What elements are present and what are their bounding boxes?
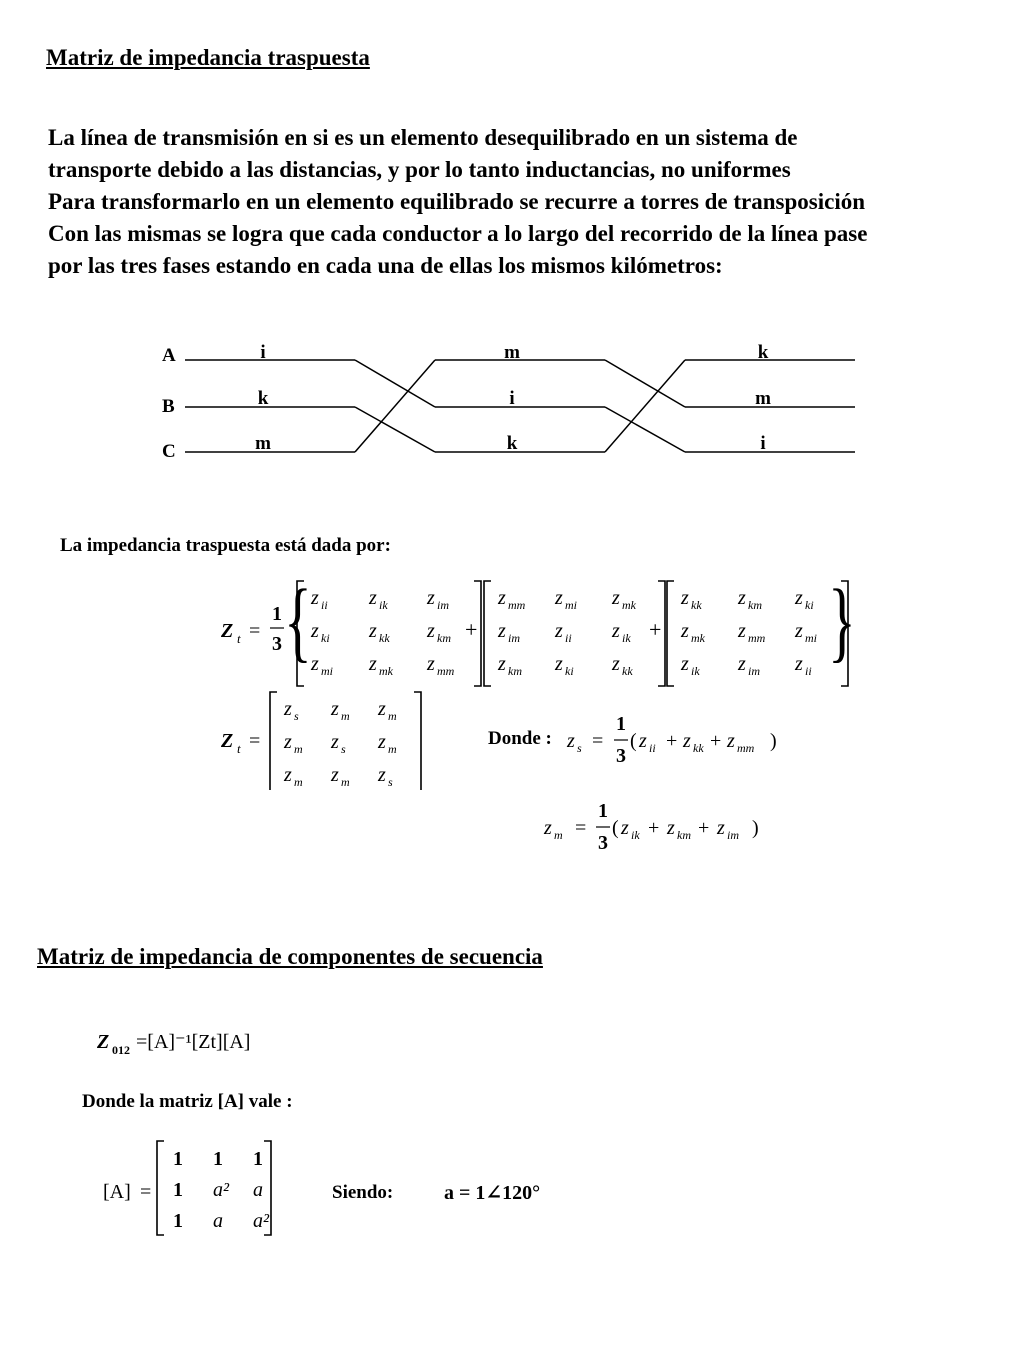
matrix-cell-subscript: ii bbox=[805, 664, 812, 678]
phase-label-a: A bbox=[162, 345, 176, 366]
matrix-cell: z bbox=[427, 653, 435, 675]
matrix-cell: z bbox=[378, 698, 386, 720]
matrix-cell-subscript: ik bbox=[622, 631, 631, 645]
matrix-cell: z bbox=[738, 587, 746, 609]
z012-subscript: 012 bbox=[112, 1043, 130, 1057]
matrix-cell: z bbox=[284, 764, 292, 786]
phase-label-c: C bbox=[162, 441, 176, 462]
matrix-cell: z bbox=[378, 764, 386, 786]
svg-text:z: z bbox=[683, 730, 691, 752]
matrix-cell: z bbox=[738, 620, 746, 642]
svg-text:1: 1 bbox=[598, 800, 608, 822]
matrix-cell-subscript: km bbox=[508, 664, 522, 678]
matrix-cell: z bbox=[612, 620, 620, 642]
svg-text:z: z bbox=[667, 817, 675, 839]
matrix-cell: z bbox=[795, 587, 803, 609]
matrix-cell-subscript: mi bbox=[321, 664, 333, 678]
matrix-cell-subscript: m bbox=[341, 709, 350, 723]
phase-labels bbox=[162, 345, 176, 462]
matrix-cell-subscript: s bbox=[341, 742, 346, 756]
close-brace: } bbox=[827, 575, 856, 672]
section-heading-transposed: Matriz de impedancia traspuesta bbox=[46, 45, 370, 70]
transposed-impedance-intro: La impedancia traspuesta está dada por: bbox=[60, 535, 391, 556]
matrix-cell: z bbox=[284, 731, 292, 753]
a-matrix-cell: 1 bbox=[173, 1148, 183, 1170]
matrix-cell: z bbox=[555, 587, 563, 609]
svg-text:z: z bbox=[567, 730, 575, 752]
matrix-cell: z bbox=[331, 698, 339, 720]
zs-term: kk bbox=[693, 741, 704, 755]
conductor-label: k bbox=[757, 342, 769, 363]
matrix-cell-subscript: m bbox=[341, 775, 350, 789]
matrix-cell: z bbox=[427, 587, 435, 609]
zs-term: ii bbox=[649, 741, 656, 755]
matrix-cell-subscript: m bbox=[294, 775, 303, 789]
matrix-cell: z bbox=[311, 587, 319, 609]
plus-sign: + bbox=[465, 617, 478, 642]
a-matrix-equation bbox=[95, 1135, 295, 1245]
matrix-cell-subscript: mi bbox=[565, 598, 577, 612]
conductor-labels bbox=[255, 342, 771, 454]
matrix-cell: z bbox=[738, 653, 746, 675]
z012-symbol: Z bbox=[97, 1031, 110, 1053]
conductor-label: m bbox=[755, 388, 771, 409]
matrix-cell: z bbox=[681, 587, 689, 609]
zt-symbol: Z bbox=[221, 730, 234, 752]
matrix-cell: z bbox=[498, 653, 506, 675]
intro-paragraph bbox=[48, 122, 867, 282]
matrix-cell-subscript: m bbox=[388, 709, 397, 723]
matrix-cell-subscript: km bbox=[437, 631, 451, 645]
matrix-cell: z bbox=[612, 653, 620, 675]
matrix-cell: z bbox=[498, 587, 506, 609]
svg-text:=: = bbox=[592, 730, 604, 752]
matrix-cell-subscript: im bbox=[437, 598, 449, 612]
matrix-cell: z bbox=[311, 620, 319, 642]
matrix-cell: z bbox=[331, 731, 339, 753]
a-matrix-cell: a bbox=[253, 1179, 263, 1201]
svg-text:(: ( bbox=[630, 730, 637, 752]
phase-label-b: B bbox=[162, 396, 175, 417]
a-matrix-intro: Donde la matriz [A] vale : bbox=[82, 1091, 293, 1112]
z012-rhs: =[A]⁻¹[Zt][A] bbox=[136, 1031, 251, 1053]
zm-term: km bbox=[677, 828, 691, 842]
svg-text:z: z bbox=[717, 817, 725, 839]
matrix-cell: z bbox=[427, 620, 435, 642]
matrix-cell-subscript: ki bbox=[565, 664, 574, 678]
matrix-cell-subscript: mm bbox=[748, 631, 766, 645]
svg-text:z: z bbox=[727, 730, 735, 752]
section-heading-sequence: Matriz de impedancia de componentes de secuencia bbox=[37, 944, 543, 969]
matrix-cell: z bbox=[378, 731, 386, 753]
svg-text:+: + bbox=[666, 730, 678, 752]
svg-text:): ) bbox=[770, 730, 777, 752]
svg-text:1: 1 bbox=[616, 713, 626, 735]
matrix-cell: z bbox=[311, 653, 319, 675]
svg-text:z: z bbox=[639, 730, 647, 752]
transposed-impedance-equation bbox=[0, 575, 1024, 690]
zt-subscript: t bbox=[237, 741, 241, 756]
svg-text:(: ( bbox=[612, 817, 619, 839]
matrix-cell: z bbox=[369, 620, 377, 642]
paragraph-line: transporte debido a las distancias, y por lo tanto inductancias, no uniformes bbox=[48, 157, 791, 182]
matrix-cell: z bbox=[555, 620, 563, 642]
conductor-label: m bbox=[255, 433, 271, 454]
matrix-cell-subscript: m bbox=[294, 742, 303, 756]
svg-text:=: = bbox=[249, 730, 261, 752]
conductor-label: i bbox=[509, 388, 515, 409]
matrix-cell: z bbox=[284, 698, 292, 720]
matrix-cell: z bbox=[795, 653, 803, 675]
matrix-cell-subscript: m bbox=[388, 742, 397, 756]
a-matrix bbox=[157, 1141, 271, 1235]
transposition-diagram bbox=[0, 330, 1024, 470]
matrix-cell: z bbox=[612, 587, 620, 609]
paragraph-line: Con las mismas se logra que cada conductor a lo largo del recorrido de la línea pase bbox=[48, 221, 868, 246]
matrix-cell-subscript: s bbox=[294, 709, 299, 723]
svg-text:): ) bbox=[752, 817, 759, 839]
fraction-denominator: 3 bbox=[272, 633, 282, 655]
matrix-cell-subscript: ik bbox=[691, 664, 700, 678]
a-matrix-cell: a² bbox=[253, 1210, 269, 1232]
conductor-label: m bbox=[504, 342, 520, 363]
matrix-cell-subscript: mk bbox=[379, 664, 393, 678]
svg-text:3: 3 bbox=[616, 745, 626, 767]
zm-term: im bbox=[727, 828, 739, 842]
matrix-cell-subscript: mk bbox=[691, 631, 705, 645]
zs-term: mm bbox=[737, 741, 755, 755]
zt-subscript: t bbox=[237, 631, 241, 646]
matrix-cell: z bbox=[498, 620, 506, 642]
matrix-cell-subscript: im bbox=[508, 631, 520, 645]
zt-symbol: Z bbox=[221, 620, 234, 642]
matrix-cell-subscript: ik bbox=[379, 598, 388, 612]
symmetric-matrix-equation bbox=[0, 690, 480, 790]
matrix-cell-subscript: kk bbox=[379, 631, 390, 645]
a-matrix-cell: 1 bbox=[213, 1148, 223, 1170]
siendo-label: Siendo: bbox=[332, 1182, 394, 1203]
svg-text:+: + bbox=[648, 817, 660, 839]
a-matrix-cell: a² bbox=[213, 1179, 229, 1201]
svg-text:=: = bbox=[140, 1181, 152, 1203]
matrix-cell-subscript: mi bbox=[805, 631, 817, 645]
conductor-label: i bbox=[760, 433, 766, 454]
matrix-cell-subscript: kk bbox=[622, 664, 633, 678]
a-matrix-cell: a bbox=[213, 1210, 223, 1232]
matrix-cell-subscript: km bbox=[748, 598, 762, 612]
a-matrix-cell: 1 bbox=[253, 1148, 263, 1170]
matrix-cell-subscript: mm bbox=[508, 598, 526, 612]
conductor-label: k bbox=[506, 433, 518, 454]
a-matrix-cell: 1 bbox=[173, 1179, 183, 1201]
z012-equation bbox=[90, 1022, 350, 1062]
paragraph-line: por las tres fases estando en cada una de ellas los mismos kilómetros: bbox=[48, 253, 723, 278]
a-definition: a = 1∠120° bbox=[444, 1182, 541, 1204]
zm-definition bbox=[540, 797, 780, 857]
matrix-cell: z bbox=[795, 620, 803, 642]
matrix-cell: z bbox=[331, 764, 339, 786]
matrix-cell-subscript: im bbox=[748, 664, 760, 678]
conductor-label: k bbox=[257, 388, 269, 409]
impedance-matrices bbox=[297, 581, 848, 686]
donde-label: Donde : bbox=[488, 728, 552, 749]
svg-text:=: = bbox=[575, 817, 587, 839]
zm-term: ik bbox=[631, 828, 640, 842]
a-matrix-cell: 1 bbox=[173, 1210, 183, 1232]
a-matrix-label: [A] bbox=[103, 1181, 131, 1203]
svg-text:z: z bbox=[544, 817, 552, 839]
result-matrix bbox=[270, 692, 421, 790]
svg-text:3: 3 bbox=[598, 832, 608, 854]
paragraph-line: Para transformarlo en un elemento equilibrado se recurre a torres de transposición bbox=[48, 189, 866, 214]
matrix-cell: z bbox=[681, 653, 689, 675]
matrix-cell-subscript: mk bbox=[622, 598, 636, 612]
matrix-cell: z bbox=[555, 653, 563, 675]
matrix-cell-subscript: ki bbox=[805, 598, 814, 612]
plus-sign: + bbox=[649, 617, 662, 642]
svg-text:z: z bbox=[621, 817, 629, 839]
fraction-numerator: 1 bbox=[272, 603, 282, 625]
matrix-cell-subscript: ki bbox=[321, 631, 330, 645]
matrix-cell: z bbox=[369, 587, 377, 609]
matrix-cell-subscript: ii bbox=[565, 631, 572, 645]
svg-text:m: m bbox=[554, 828, 563, 842]
paragraph-line: La línea de transmisión en si es un elemento desequilibrado en un sistema de bbox=[48, 125, 798, 150]
matrix-cell-subscript: mm bbox=[437, 664, 455, 678]
matrix-cell-subscript: ii bbox=[321, 598, 328, 612]
svg-text:s: s bbox=[577, 741, 582, 755]
zs-definition bbox=[560, 710, 800, 770]
matrix-cell-subscript: kk bbox=[691, 598, 702, 612]
open-brace: { bbox=[284, 575, 312, 672]
svg-text:+: + bbox=[698, 817, 710, 839]
svg-text:=: = bbox=[249, 620, 261, 642]
svg-text:+: + bbox=[710, 730, 722, 752]
matrix-cell-subscript: s bbox=[388, 775, 393, 789]
matrix-cell: z bbox=[369, 653, 377, 675]
matrix-cell: z bbox=[681, 620, 689, 642]
conductor-label: i bbox=[260, 342, 266, 363]
